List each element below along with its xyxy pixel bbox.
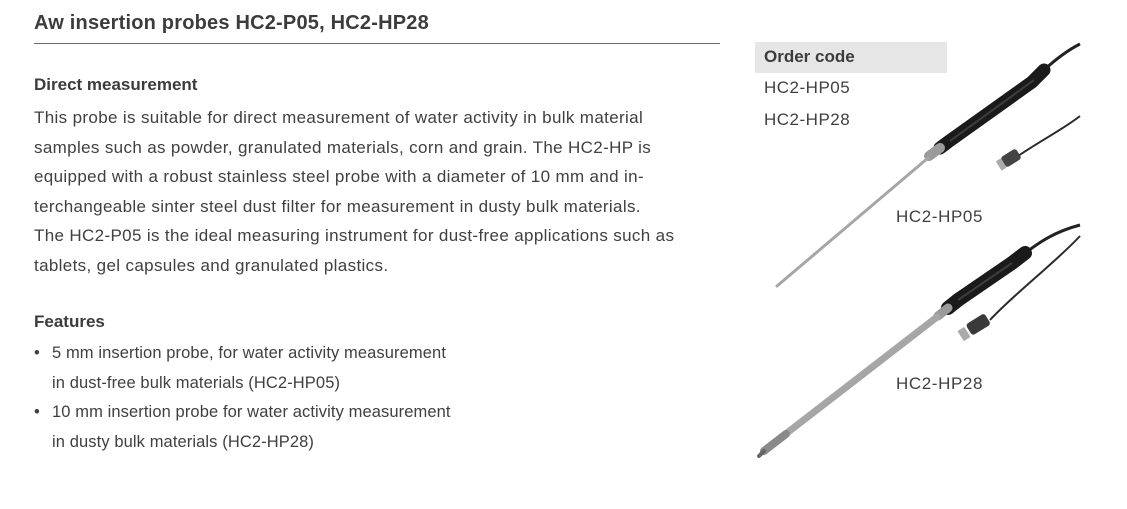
paragraph-line: samples such as powder, granulated materials, corn and grain. The HC2-HP is bbox=[34, 137, 652, 157]
paragraph-line: terchangeable sinter steel dust filter for measurement in dusty bulk materials. bbox=[34, 196, 641, 216]
paragraph-line: The HC2-P05 is the ideal measuring instrument for dust-free applications such as bbox=[34, 226, 675, 246]
paragraph-line: tablets, gel capsules and granulated plastics. bbox=[34, 255, 389, 275]
features-list bbox=[34, 339, 514, 457]
feature-text: 5 mm insertion probe, for water activity measurement bbox=[52, 344, 447, 362]
feature-item bbox=[34, 398, 514, 457]
direct-measurement-heading: Direct measurement bbox=[34, 75, 198, 94]
feature-text: in dusty bulk materials (HC2-HP28) bbox=[52, 432, 314, 451]
page-title: Aw insertion probes HC2-P05, HC2-HP28 bbox=[34, 12, 429, 34]
order-code-hp05: HC2-HP05 bbox=[764, 78, 851, 97]
probe-caption-hp28: HC2-HP28 bbox=[896, 374, 983, 393]
features-heading: Features bbox=[34, 312, 105, 331]
bullet-icon: • bbox=[34, 344, 40, 362]
feature-item bbox=[34, 339, 514, 398]
direct-measurement-paragraph bbox=[34, 103, 720, 281]
bullet-icon: • bbox=[34, 403, 40, 421]
order-code-header-label: Order code bbox=[764, 47, 855, 66]
paragraph-line: This probe is suitable for direct measurement of water activity in bulk material bbox=[34, 108, 644, 127]
probe-caption-hp05: HC2-HP05 bbox=[896, 207, 983, 226]
order-code-header bbox=[755, 42, 947, 73]
thin-insertion-probe-image bbox=[750, 38, 1090, 463]
paragraph-line: equipped with a robust stainless steel probe with a diameter of 10 mm and in- bbox=[34, 167, 644, 187]
feature-text: in dust-free bulk materials (HC2-HP05) bbox=[52, 373, 341, 392]
order-code-hp28: HC2-HP28 bbox=[764, 110, 851, 129]
feature-text: 10 mm insertion probe for water activity measurement bbox=[52, 403, 451, 421]
title-divider bbox=[34, 43, 720, 44]
